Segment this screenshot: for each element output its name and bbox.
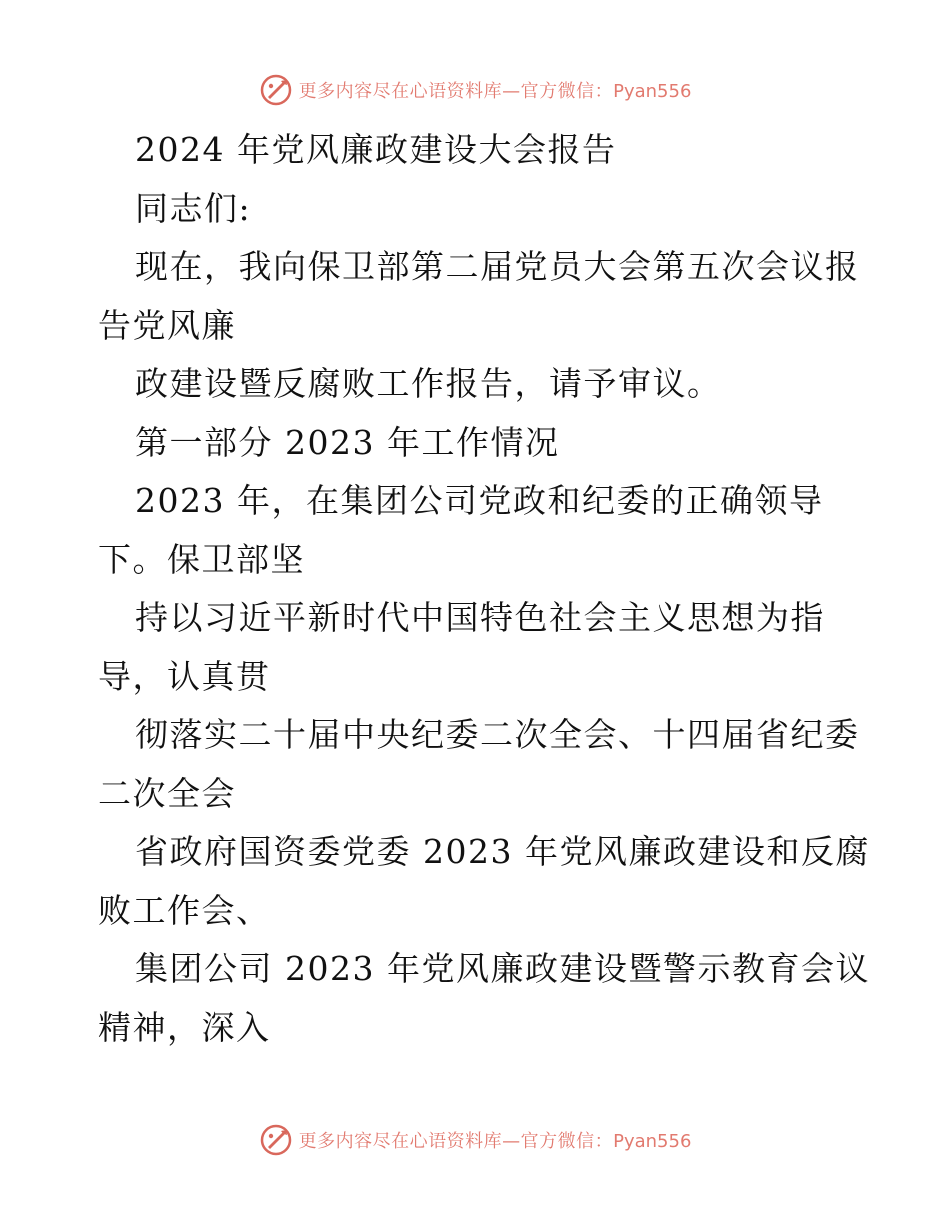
document-title: 2024 年党风廉政建设大会报告 — [135, 130, 617, 169]
watermark-text — [299, 77, 692, 103]
paragraph-line: 下。保卫部坚 — [98, 539, 305, 579]
paragraph-line: 2023 年，在集团公司党政和纪委的正确领导 — [135, 481, 824, 520]
watermark-contact-id: Pyan556 — [613, 81, 692, 102]
section-heading: 第一部分 2023 年工作情况 — [135, 422, 560, 462]
salutation: 同志们: — [135, 188, 252, 228]
watermark-text — [299, 1127, 692, 1153]
watermark-dash: — — [502, 1131, 521, 1152]
paragraph-line: 彻落实二十届中央纪委二次全会、十四届省纪委 — [135, 715, 860, 754]
watermark-contact-id: Pyan556 — [613, 1131, 692, 1152]
paragraph-line: 二次全会 — [98, 773, 236, 813]
paragraph-line: 现在，我向保卫部第二届党员大会第五次会议报 — [135, 247, 860, 286]
watermark-contact-label: 官方微信： — [520, 1131, 614, 1152]
header-watermark — [0, 70, 950, 110]
watermark-contact-label: 官方微信： — [520, 81, 614, 102]
paragraph-line: 政建设暨反腐败工作报告，请予审议。 — [135, 364, 722, 403]
paragraph-line: 导，认真贯 — [98, 656, 271, 696]
watermark-dash: — — [502, 81, 521, 102]
paragraph-line: 持以习近平新时代中国特色社会主义思想为指 — [135, 598, 825, 637]
paragraph-line: 精神，深入 — [98, 1007, 271, 1047]
quill-pen-seal-icon — [259, 1123, 293, 1157]
watermark-site-text: 更多内容尽在心语资料库 — [298, 81, 503, 102]
quill-pen-seal-icon — [259, 73, 293, 107]
footer-watermark — [0, 1120, 950, 1160]
paragraph-line: 省政府国资委党委 2023 年党风廉政建设和反腐 — [135, 832, 870, 871]
paragraph-line: 败工作会、 — [98, 890, 271, 930]
paragraph-line: 告党风廉 — [98, 305, 236, 345]
document-body — [98, 121, 870, 1057]
watermark-site-text: 更多内容尽在心语资料库 — [298, 1131, 503, 1152]
paragraph-line: 集团公司 2023 年党风廉政建设暨警示教育会议 — [135, 949, 870, 988]
